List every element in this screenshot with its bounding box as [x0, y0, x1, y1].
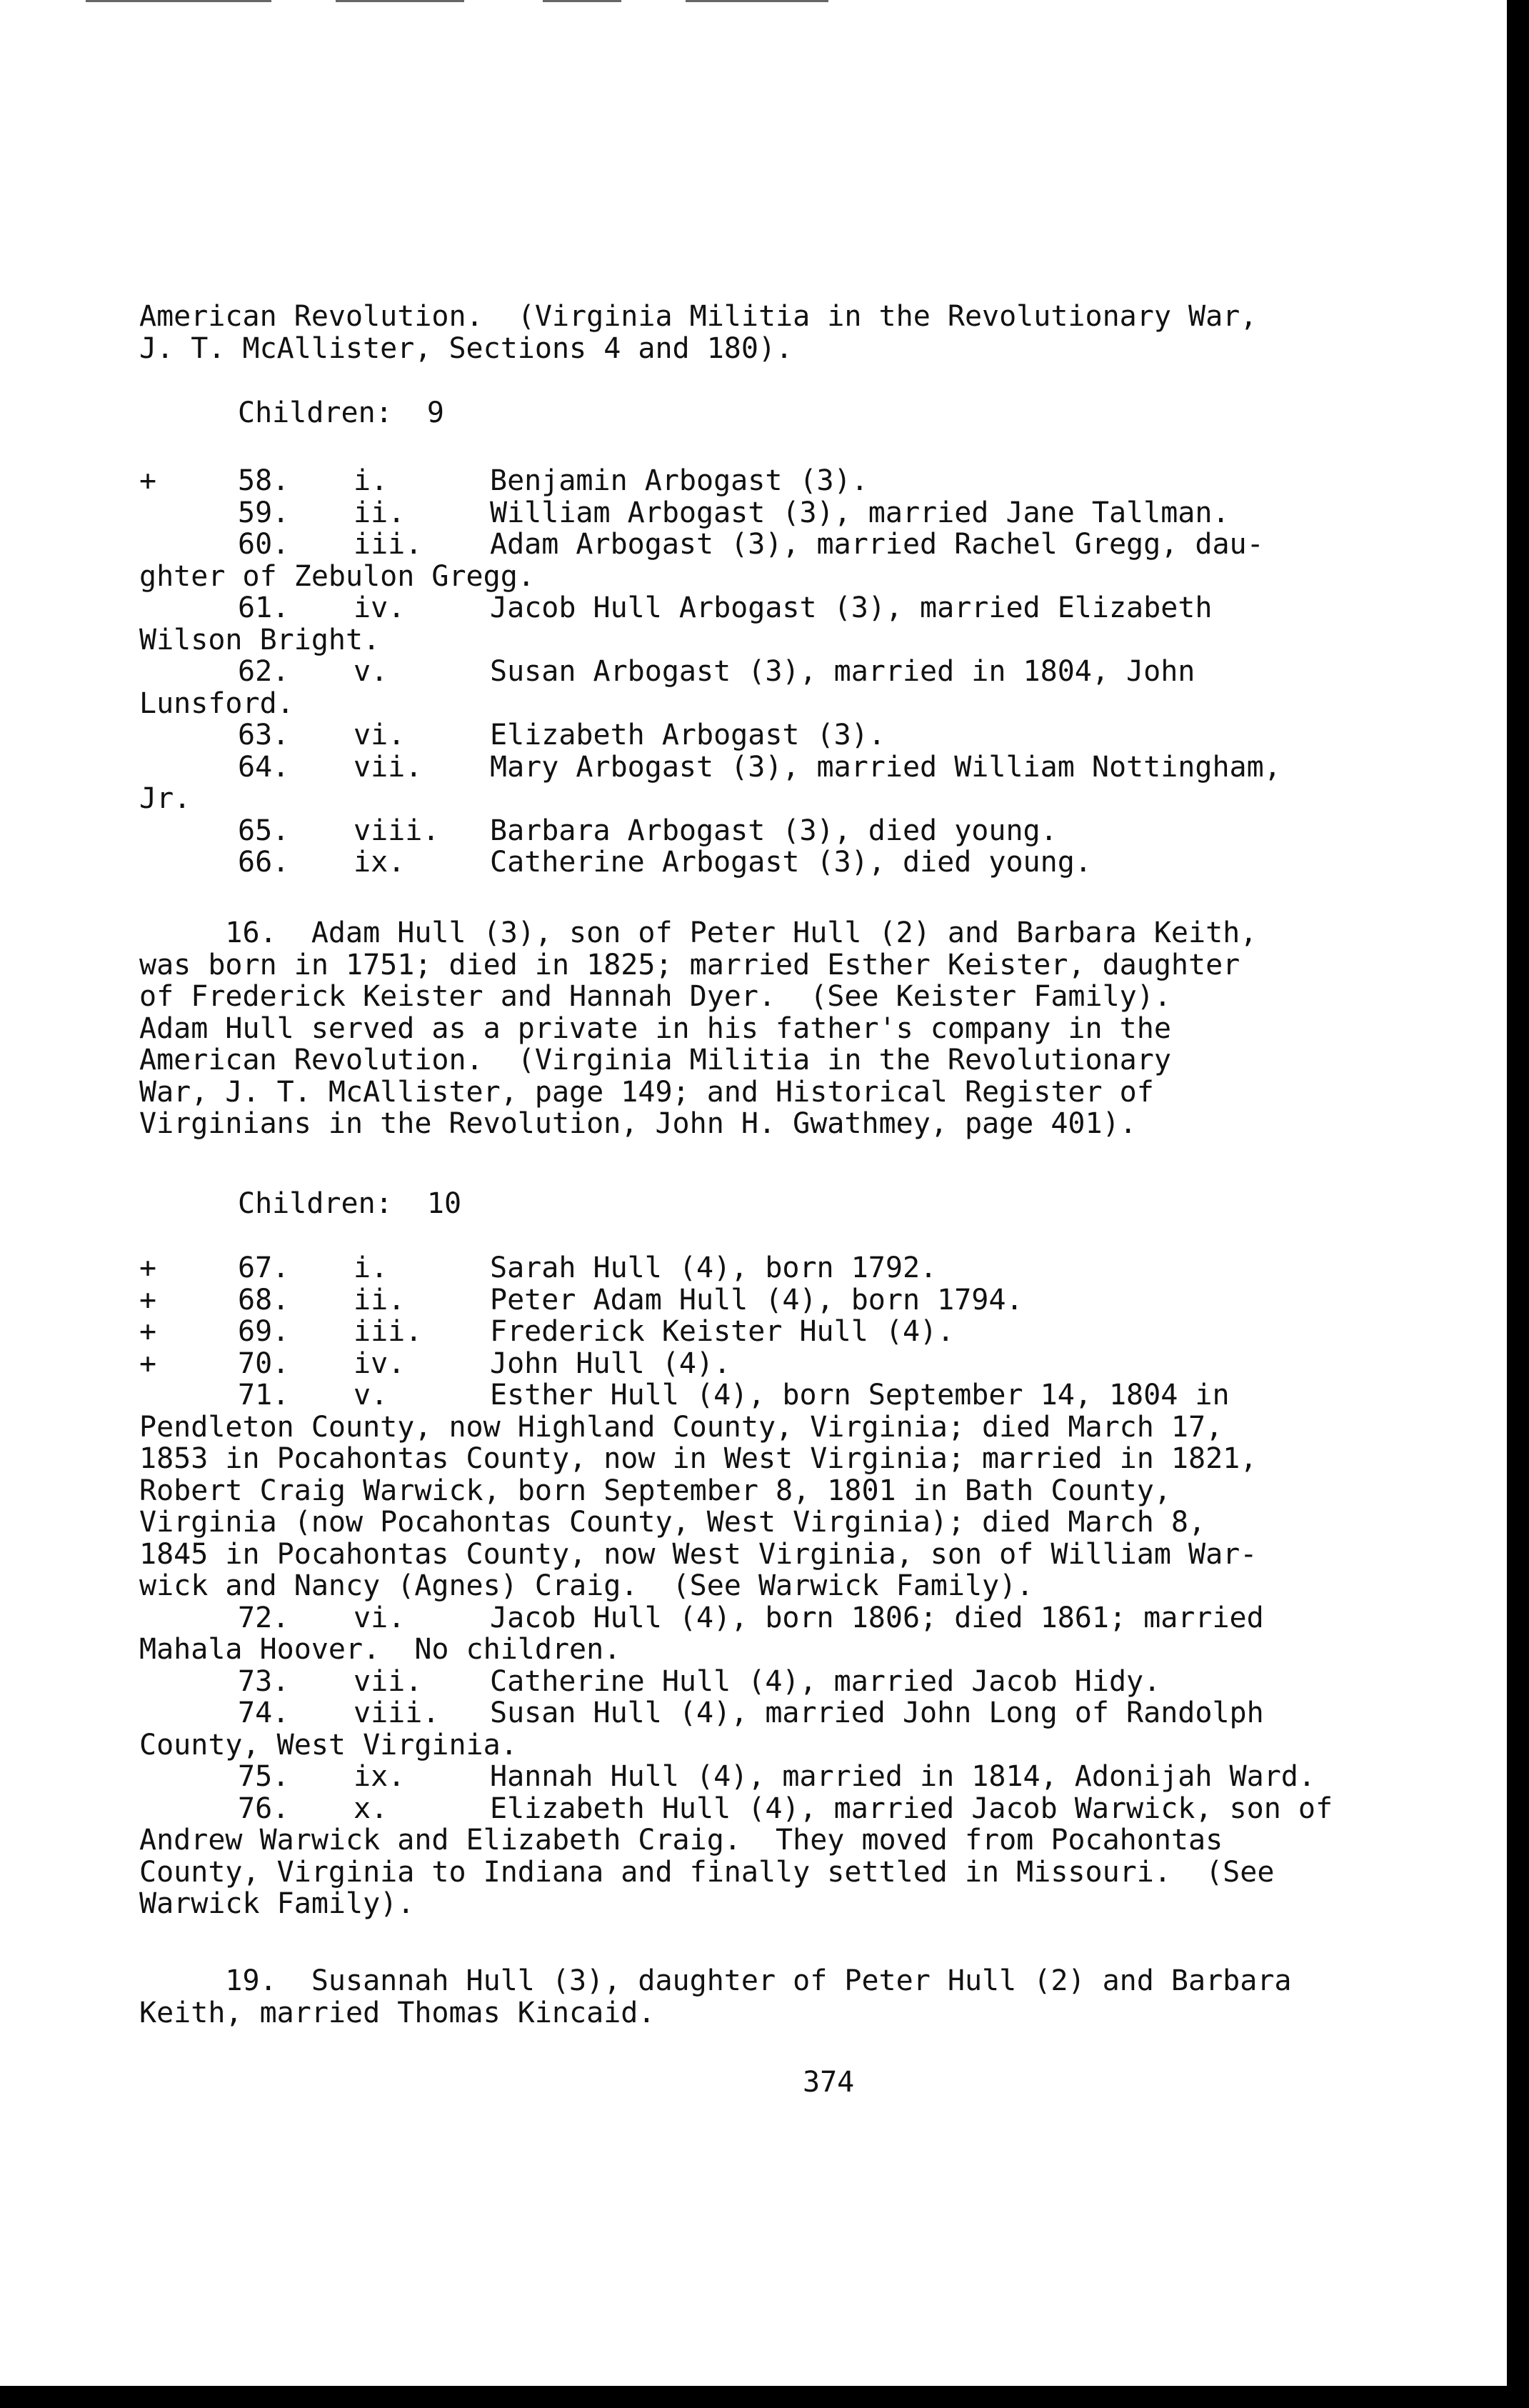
entry-number: 74.	[238, 1697, 290, 1729]
entry-text: Barbara Arbogast (3), died young.	[490, 814, 1058, 847]
paragraph-line: Adam Hull served as a private in his father's company in the	[139, 1011, 1171, 1045]
descendant-marker: +	[139, 1283, 157, 1317]
entry-roman-numeral: ix.	[354, 846, 406, 879]
entry-number: 62.	[238, 655, 290, 688]
paragraph-line: American Revolution. (Virginia Militia in the Revolutionary	[139, 1044, 1171, 1076]
children-heading: Children: 10	[238, 1187, 462, 1220]
entry-roman-numeral: ii.	[354, 496, 406, 529]
entry-continuation: 1845 in Pocahontas County, now West Virginia, son of William War-	[139, 1537, 1258, 1571]
entry-roman-numeral: v.	[354, 1379, 388, 1412]
entry-text: Jacob Hull Arbogast (3), married Elizabeth	[490, 591, 1213, 624]
entry-text: Peter Adam Hull (4), born 1794.	[490, 1283, 1023, 1317]
entry-number: 71.	[238, 1379, 290, 1412]
entry-number: 75.	[238, 1760, 290, 1793]
entry-roman-numeral: vii.	[354, 1664, 423, 1698]
entry-text: Susan Arbogast (3), married in 1804, John	[490, 655, 1195, 688]
entry-number: 68.	[238, 1283, 290, 1317]
entry-text: Benjamin Arbogast (3).	[490, 464, 868, 497]
entry-text: Catherine Arbogast (3), died young.	[490, 846, 1092, 879]
paragraph-line: Keith, married Thomas Kincaid.	[139, 1996, 656, 2029]
paragraph-line: War, J. T. McAllister, page 149; and Historical Register of	[139, 1075, 1154, 1109]
entry-roman-numeral: vii.	[354, 750, 423, 784]
entry-number: 63.	[238, 719, 290, 751]
entry-number: 66.	[238, 846, 290, 879]
entry-text: Elizabeth Arbogast (3).	[490, 719, 886, 751]
descendant-marker: +	[139, 1252, 157, 1284]
entry-number: 67.	[238, 1252, 290, 1284]
entry-roman-numeral: i.	[354, 1252, 388, 1284]
entry-roman-numeral: v.	[354, 655, 388, 688]
entry-text: Sarah Hull (4), born 1792.	[490, 1252, 938, 1284]
entry-text: Esther Hull (4), born September 14, 1804 in	[490, 1379, 1230, 1412]
entry-text: William Arbogast (3), married Jane Tallman.	[490, 496, 1230, 529]
entry-number: 64.	[238, 750, 290, 784]
entry-continuation: Jr.	[139, 782, 191, 815]
entry-number: 58.	[238, 464, 290, 497]
entry-number: 69.	[238, 1315, 290, 1348]
page-number: 374	[803, 2066, 855, 2099]
paragraph-line: 19. Susannah Hull (3), daughter of Peter Hull (2) and Barbara	[139, 1964, 1292, 1997]
entry-continuation: Warwick Family).	[139, 1887, 415, 1920]
entry-number: 76.	[238, 1792, 290, 1825]
entry-continuation: County, Virginia to Indiana and finally settled in Missouri. (See	[139, 1855, 1275, 1889]
top-edge-mark	[336, 0, 464, 2]
entry-text: Susan Hull (4), married John Long of Randolph	[490, 1697, 1264, 1729]
entry-roman-numeral: ix.	[354, 1760, 406, 1793]
entry-roman-numeral: i.	[354, 464, 388, 497]
top-edge-mark	[86, 0, 271, 2]
entry-text: John Hull (4).	[490, 1347, 731, 1380]
entry-number: 60.	[238, 528, 290, 561]
entry-text: Catherine Hull (4), married Jacob Hidy.	[490, 1664, 1161, 1698]
entry-continuation: County, West Virginia.	[139, 1728, 518, 1762]
entry-continuation: Wilson Bright.	[139, 623, 381, 656]
descendant-marker: +	[139, 1315, 157, 1348]
entry-continuation: Virginia (now Pocahontas County, West Virginia); died March 8,	[139, 1506, 1206, 1539]
entry-text: Jacob Hull (4), born 1806; died 1861; married	[490, 1601, 1264, 1634]
entry-text: Mary Arbogast (3), married William Nottingham,	[490, 750, 1281, 784]
entry-text: Adam Arbogast (3), married Rachel Gregg, dau-	[490, 528, 1264, 561]
entry-roman-numeral: vi.	[354, 1601, 406, 1634]
entry-continuation: wick and Nancy (Agnes) Craig. (See Warwick Family).	[139, 1569, 1034, 1602]
paragraph-line: American Revolution. (Virginia Militia in the Revolutionary War,	[139, 300, 1258, 333]
entry-roman-numeral: viii.	[354, 814, 440, 847]
entry-continuation: ghter of Zebulon Gregg.	[139, 559, 535, 593]
descendant-marker: +	[139, 464, 157, 497]
top-edge-mark	[686, 0, 828, 2]
entry-continuation: Pendleton County, now Highland County, Virginia; died March 17,	[139, 1410, 1223, 1444]
entry-roman-numeral: viii.	[354, 1697, 440, 1729]
entry-text: Elizabeth Hull (4), married Jacob Warwick, son of	[490, 1792, 1333, 1825]
entry-number: 59.	[238, 496, 290, 529]
entry-continuation: Lunsford.	[139, 686, 294, 720]
entry-roman-numeral: iv.	[354, 1347, 406, 1380]
entry-number: 72.	[238, 1601, 290, 1634]
paragraph-line: J. T. McAllister, Sections 4 and 180).	[139, 331, 793, 365]
entry-roman-numeral: iii.	[354, 1315, 423, 1348]
children-heading: Children: 9	[238, 396, 444, 429]
paragraph-line: of Frederick Keister and Hannah Dyer. (See Keister Family).	[139, 980, 1171, 1013]
entry-text: Frederick Keister Hull (4).	[490, 1315, 955, 1348]
entry-roman-numeral: ii.	[354, 1283, 406, 1317]
entry-number: 73.	[238, 1664, 290, 1698]
entry-number: 70.	[238, 1347, 290, 1380]
entry-number: 65.	[238, 814, 290, 847]
entry-continuation: 1853 in Pocahontas County, now in West Virginia; married in 1821,	[139, 1442, 1258, 1475]
paragraph-line: was born in 1751; died in 1825; married Esther Keister, daughter	[139, 948, 1240, 981]
entry-continuation: Mahala Hoover. No children.	[139, 1633, 621, 1666]
paragraph-line: 16. Adam Hull (3), son of Peter Hull (2) and Barbara Keith,	[139, 916, 1258, 949]
entry-roman-numeral: iii.	[354, 528, 423, 561]
entry-number: 61.	[238, 591, 290, 624]
entry-roman-numeral: x.	[354, 1792, 388, 1825]
entry-continuation: Andrew Warwick and Elizabeth Craig. They moved from Pocahontas	[139, 1824, 1223, 1857]
top-edge-mark	[543, 0, 621, 2]
entry-continuation: Robert Craig Warwick, born September 8, 1801 in Bath County,	[139, 1474, 1171, 1507]
entry-text: Hannah Hull (4), married in 1814, Adonijah Ward.	[490, 1760, 1315, 1793]
descendant-marker: +	[139, 1347, 157, 1380]
entry-roman-numeral: vi.	[354, 719, 406, 751]
paragraph-line: Virginians in the Revolution, John H. Gwathmey, page 401).	[139, 1107, 1137, 1140]
entry-roman-numeral: iv.	[354, 591, 406, 624]
